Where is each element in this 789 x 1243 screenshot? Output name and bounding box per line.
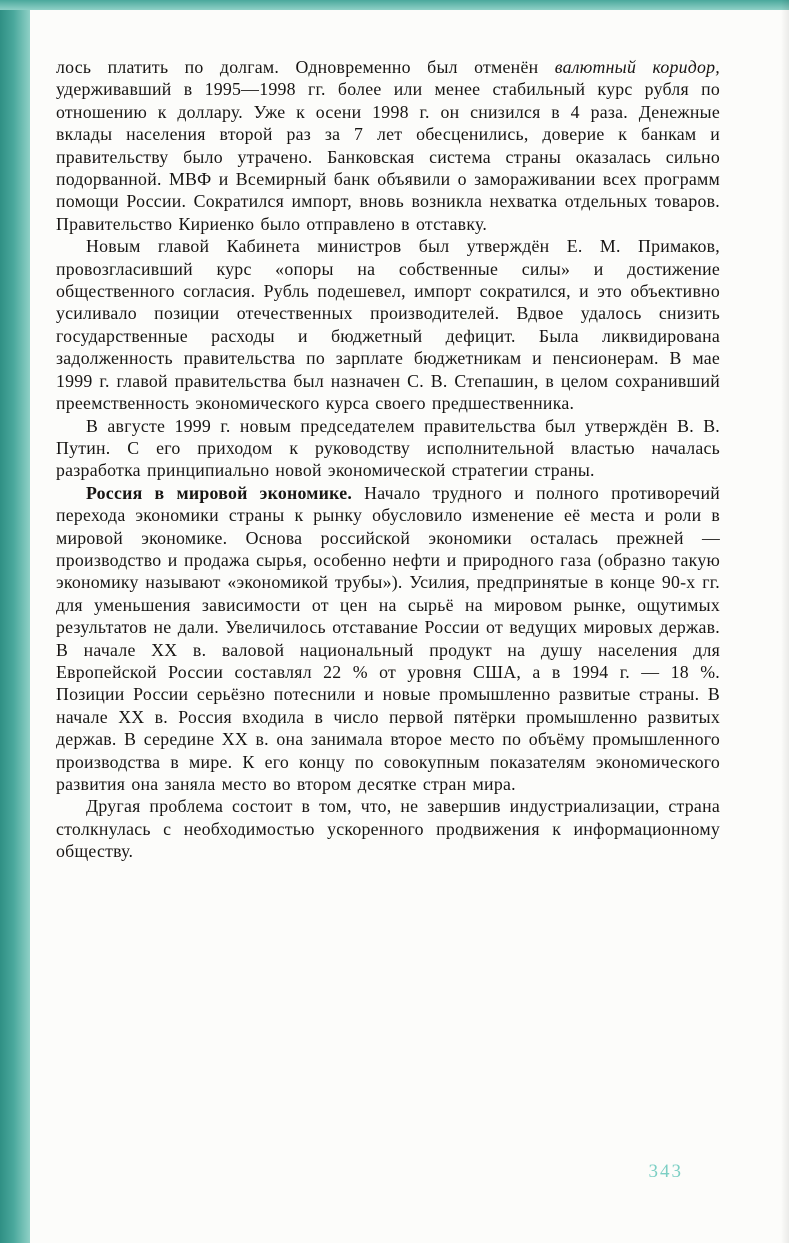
paragraph-segment: валютный коридор,	[554, 57, 720, 77]
paragraph-segment: удерживавший в 1995—1998 гг. более или менее стабильный курс рубля по отношению к доллару. Уже к осени 1998 г. он снизился в 4 раза. Денежные вклады населения второй раз за 7 лет обесценились, доверие к банкам и правительству было утрачено. Банковская система страны оказалась сильно подорванной. МВФ и Всемирный банк объявили о замораживании всех программ помощи России. Сократился импорт, вновь возникла нехватка отдельных товаров. Правительство Кириенко было отправлено в отставку.	[56, 79, 720, 234]
paragraph	[56, 482, 720, 796]
paragraph-segment: Новым главой Кабинета министров был утверждён Е. М. Примаков, провозгласивший курс «опоры на собственные силы» и достижение общественного согласия. Рубль подешевел, импорт сократился, и это объективно усиливало позиции отечественных производителей. Вдвое удалось снизить государственные расходы и бюджетный дефицит. Была ликвидирована задолженность правительства по зарплате бюджетникам и пенсионерам. В мае 1999 г. главой правительства был назначен С. В. Степашин, в целом сохранивший преемственность экономического курса своего предшественника.	[56, 236, 720, 414]
paragraph-segment: Другая проблема состоит в том, что, не завершив индустриализации, страна столкнулась с необходимостью ускоренного продвижения к информационному обществу.	[56, 796, 720, 862]
paragraph-segment: Россия в мировой экономике.	[86, 482, 353, 503]
scan-edge-top	[0, 0, 789, 10]
paragraph	[56, 56, 720, 235]
scan-edge-right-shadow	[781, 0, 789, 1243]
scan-edge-left	[0, 0, 30, 1243]
paragraph	[56, 235, 720, 414]
paragraph	[56, 795, 720, 862]
paragraph-segment: лось платить по долгам. Одновременно был отменён	[56, 57, 555, 77]
paragraph-segment: Начало трудного и полного противоречий перехода экономики страны к рынку обусловило изменение её места и роли в мировой экономике. Основа российской экономики осталась прежней — производство и продажа сырья, особенно нефти и природного газа (образно такую экономику называют «экономикой трубы»). Усилия, предпринятые в конце 90-х гг. для уменьшения зависимости от цен на сырьё на мировом рынке, ощутимых результатов не дали. Увеличилось отставание России от ведущих мировых держав. В начале XX в. валовой национальный продукт на душу населения для Европейской России составлял 22 % от уровня США, а в 1994 г. — 18 %. Позиции России серьёзно потеснили и новые промышленно развитые страны. В начале XX в. Россия входила в число первой пятёрки промышленно развитых держав. В середине XX в. она занимала второе место по объёму промышленного производства в мире. К его концу по совокупным показателям экономического развития она заняла место во втором десятке стран мира.	[56, 482, 720, 794]
paragraph	[56, 415, 720, 482]
page-number: 343	[648, 1161, 683, 1182]
paragraph-segment: В августе 1999 г. новым председателем правительства был утверждён В. В. Путин. С его приходом к руководству исполнительной властью началась разработка принципиально новой экономической стратегии страны.	[56, 415, 720, 481]
text-block	[56, 56, 720, 863]
